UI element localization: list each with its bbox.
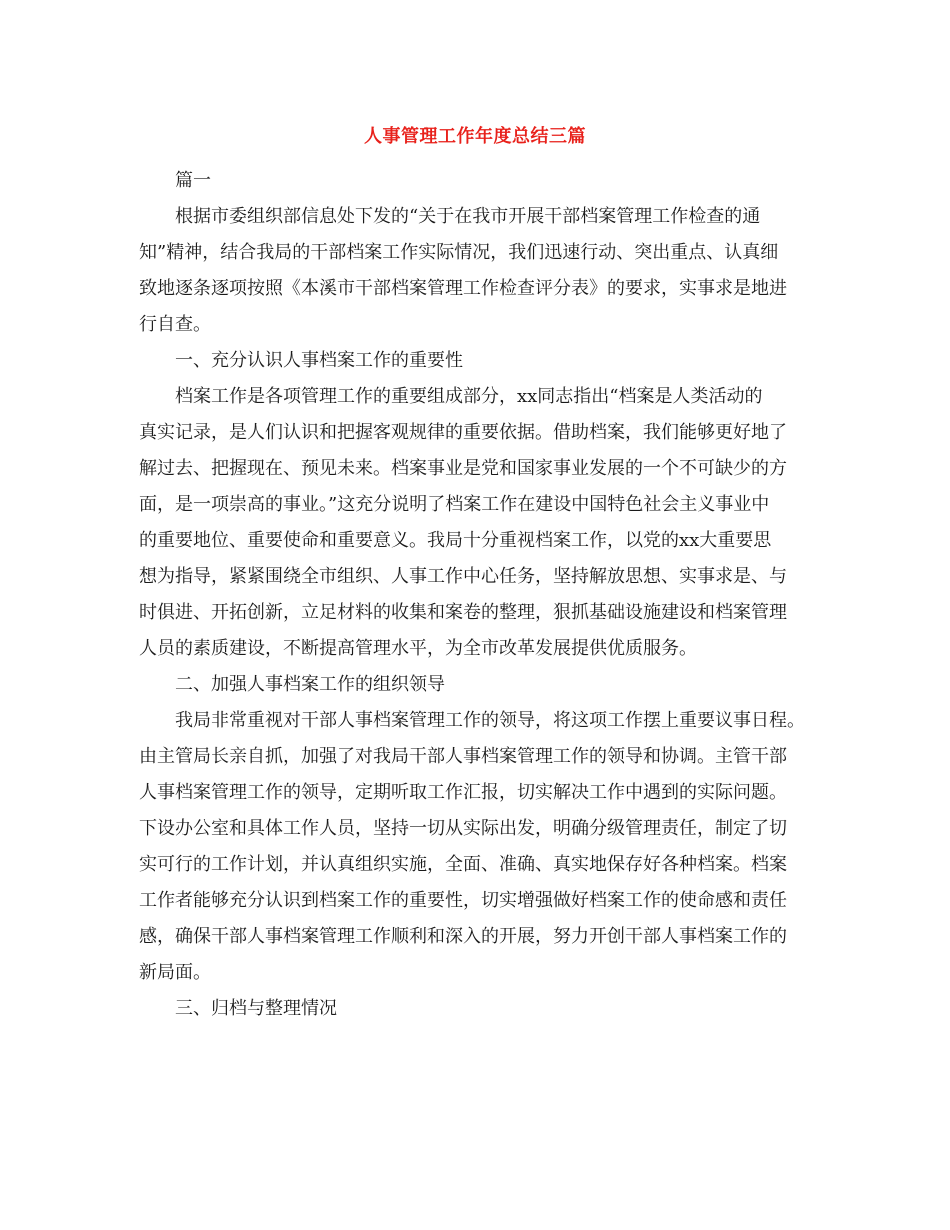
- paragraph-line: 的重要地位、重要使命和重要意义。我局十分重视档案工作，以党的xx大重要思: [139, 530, 772, 551]
- paragraph-line: 由主管局长亲自抓，加强了对我局干部人事档案管理工作的领导和协调。主管干部: [139, 746, 787, 767]
- paragraph-line: 新局面。: [139, 962, 211, 983]
- section-heading: 一、充分认识人事档案工作的重要性: [175, 350, 463, 371]
- document-title: 人事管理工作年度总结三篇: [364, 126, 586, 147]
- paragraph-line: 人事档案管理工作的领导，定期听取工作汇报，切实解决工作中遇到的实际问题。: [139, 782, 787, 803]
- paragraph-line: 致地逐条逐项按照《本溪市干部档案管理工作检查评分表》的要求，实事求是地进: [139, 278, 787, 299]
- paragraph-line: 想为指导，紧紧围绕全市组织、人事工作中心任务，坚持解放思想、实事求是、与: [139, 566, 787, 587]
- paragraph-line: 实可行的工作计划，并认真组织实施，全面、准确、真实地保存好各种档案。档案: [139, 854, 787, 875]
- paragraph-line: 工作者能够充分认识到档案工作的重要性，切实增强做好档案工作的使命感和责任: [139, 890, 787, 911]
- paragraph-line: 面，是一项崇高的事业。”这充分说明了档案工作在建设中国特色社会主义事业中: [139, 494, 770, 515]
- paragraph-line: 知”精神，结合我局的干部档案工作实际情况，我们迅速行动、突出重点、认真细: [139, 242, 779, 263]
- section-heading: 三、归档与整理情况: [175, 998, 337, 1019]
- section-label: 篇一: [175, 170, 211, 191]
- paragraph-line: 根据市委组织部信息处下发的“关于在我市开展干部档案管理工作检查的通: [175, 206, 761, 227]
- paragraph-line: 真实记录，是人们认识和把握客观规律的重要依据。借助档案，我们能够更好地了: [139, 422, 787, 443]
- paragraph-line: 时俱进、开拓创新，立足材料的收集和案卷的整理，狠抓基础设施建设和档案管理: [139, 602, 787, 623]
- paragraph-line: 档案工作是各项管理工作的重要组成部分，xx同志指出“档案是人类活动的: [175, 386, 763, 407]
- paragraph-line: 人员的素质建设，不断提高管理水平，为全市改革发展提供优质服务。: [139, 638, 697, 659]
- paragraph-line: 下设办公室和具体工作人员，坚持一切从实际出发，明确分级管理责任，制定了切: [139, 818, 787, 839]
- paragraph-line: 感，确保干部人事档案管理工作顺利和深入的开展，努力开创干部人事档案工作的: [139, 926, 787, 947]
- paragraph-line: 我局非常重视对干部人事档案管理工作的领导，将这项工作摆上重要议事日程。: [175, 710, 805, 731]
- paragraph-line: 解过去、把握现在、预见未来。档案事业是党和国家事业发展的一个不可缺少的方: [139, 458, 787, 479]
- section-heading: 二、加强人事档案工作的组织领导: [175, 674, 445, 695]
- paragraph-line: 行自查。: [139, 314, 211, 335]
